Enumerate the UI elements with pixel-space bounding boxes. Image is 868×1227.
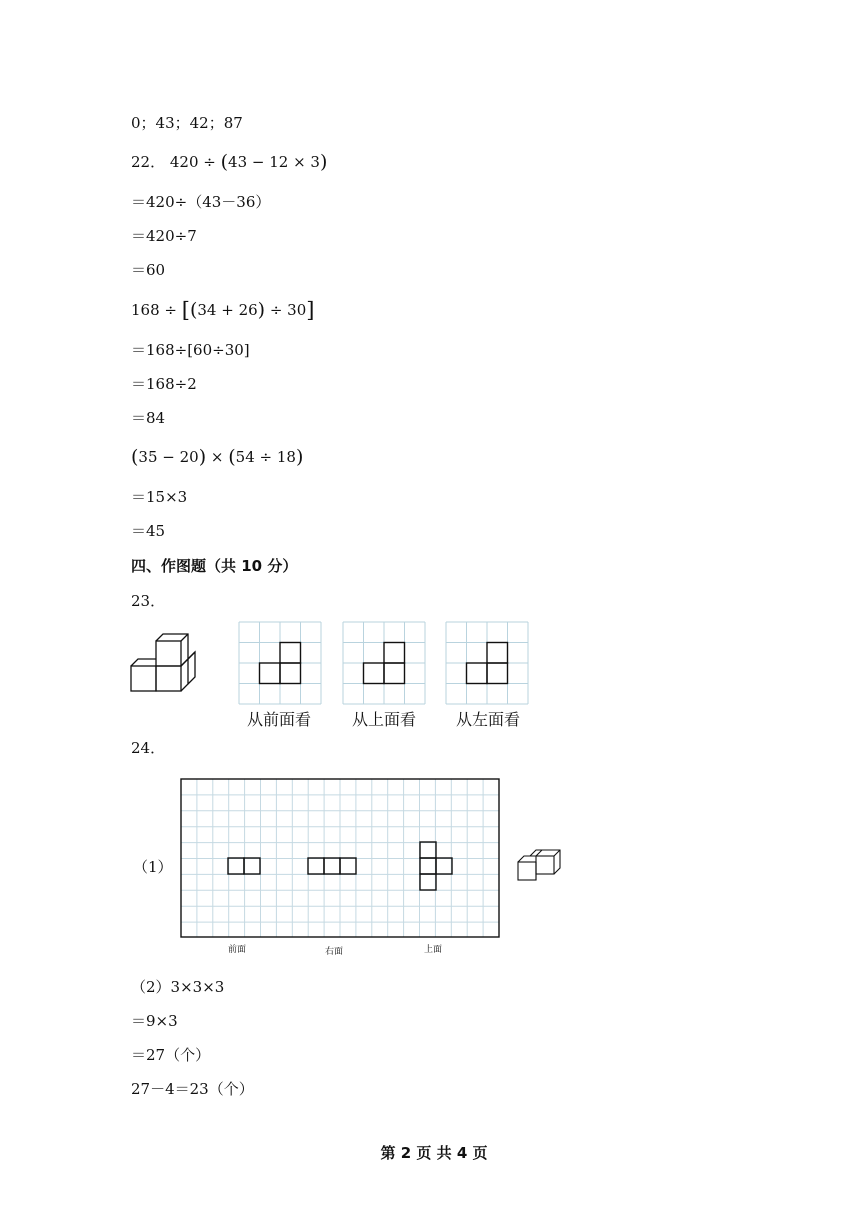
view-square bbox=[384, 663, 405, 684]
page-footer: 第 2 页 共 4 页 bbox=[380, 1144, 488, 1162]
q22-number: 22． bbox=[131, 153, 166, 171]
q22-expr1-part-a: 420 ÷ bbox=[169, 153, 221, 171]
view-square bbox=[420, 874, 436, 890]
q23-view-label-top: 从上面看 bbox=[352, 710, 417, 729]
q22-step-2: ＝420÷7 bbox=[131, 227, 197, 245]
q24-view-grid bbox=[180, 778, 501, 939]
q24-part2-line-3: ＝27（个） bbox=[131, 1046, 211, 1064]
view-square bbox=[260, 663, 281, 684]
q22-expr2-part-b: 34 + 26 bbox=[197, 301, 258, 319]
q22-expr3-part-b: × bbox=[206, 448, 229, 466]
q23-view-label-front: 从前面看 bbox=[247, 710, 312, 729]
q22-expr3-part-a: 35 − 20 bbox=[138, 448, 199, 466]
q23-view-grid-top bbox=[342, 622, 426, 704]
q23-number: 23． bbox=[131, 592, 166, 610]
q22-expression-3: (35 − 20) × (54 ÷ 18) bbox=[131, 446, 304, 468]
view-square bbox=[340, 858, 356, 874]
q22-step-7: ＝15×3 bbox=[131, 488, 188, 506]
view-square bbox=[364, 663, 385, 684]
q23-view-label-left: 从左面看 bbox=[456, 710, 521, 729]
view-square bbox=[420, 858, 436, 874]
q24-part2-line-1: （2）3×3×3 bbox=[131, 978, 225, 996]
q24-grid-label-right: 右面 bbox=[325, 947, 344, 957]
view-square bbox=[420, 842, 436, 858]
view-square bbox=[384, 643, 405, 664]
q22-step-8: ＝45 bbox=[131, 522, 166, 540]
q24-part2-line-4: 27－4＝23（个） bbox=[131, 1080, 254, 1098]
view-square bbox=[467, 663, 488, 684]
answer-line-q21: 0；43；42；87 bbox=[131, 114, 243, 132]
q23-cube-figure bbox=[128, 632, 198, 694]
q22-expr1-part-b: 43 − 12 × 3 bbox=[228, 153, 320, 171]
view-square bbox=[487, 643, 508, 664]
q22-step-6: ＝84 bbox=[131, 409, 166, 427]
q22-step-5: ＝168÷2 bbox=[131, 375, 197, 393]
q22-expr2-part-c: ÷ 30 bbox=[265, 301, 307, 319]
q24-grid-label-front: 前面 bbox=[228, 945, 247, 955]
view-square bbox=[280, 643, 301, 664]
q24-part2-line-2: ＝9×3 bbox=[131, 1012, 178, 1030]
q22-step-1: ＝420÷（43－36） bbox=[131, 193, 271, 211]
view-square bbox=[324, 858, 340, 874]
view-square bbox=[436, 858, 452, 874]
view-square bbox=[280, 663, 301, 684]
section-title: 四、作图题（共 10 分） bbox=[131, 557, 298, 575]
q24-grid-label-top: 上面 bbox=[424, 945, 443, 955]
q24-number: 24． bbox=[131, 739, 166, 757]
q24-cube-figure bbox=[516, 846, 568, 884]
q22-expression-2: 168 ÷ [(34 + 26) ÷ 30] bbox=[131, 298, 315, 322]
q23-view-grid-front bbox=[238, 622, 322, 704]
q24-part1-label: （1） bbox=[133, 858, 173, 876]
q22-expr3-part-c: 54 ÷ 18 bbox=[235, 448, 296, 466]
q22-expression-1: 22． 420 ÷ (43 − 12 × 3) bbox=[131, 151, 328, 173]
view-square bbox=[244, 858, 260, 874]
view-square bbox=[487, 663, 508, 684]
q22-step-3: ＝60 bbox=[131, 261, 166, 279]
view-square bbox=[228, 858, 244, 874]
q22-step-4: ＝168÷[60÷30] bbox=[131, 341, 250, 359]
q22-expr2-part-a: 168 ÷ bbox=[131, 301, 182, 319]
view-square bbox=[308, 858, 324, 874]
q23-view-grid-left bbox=[445, 622, 529, 704]
